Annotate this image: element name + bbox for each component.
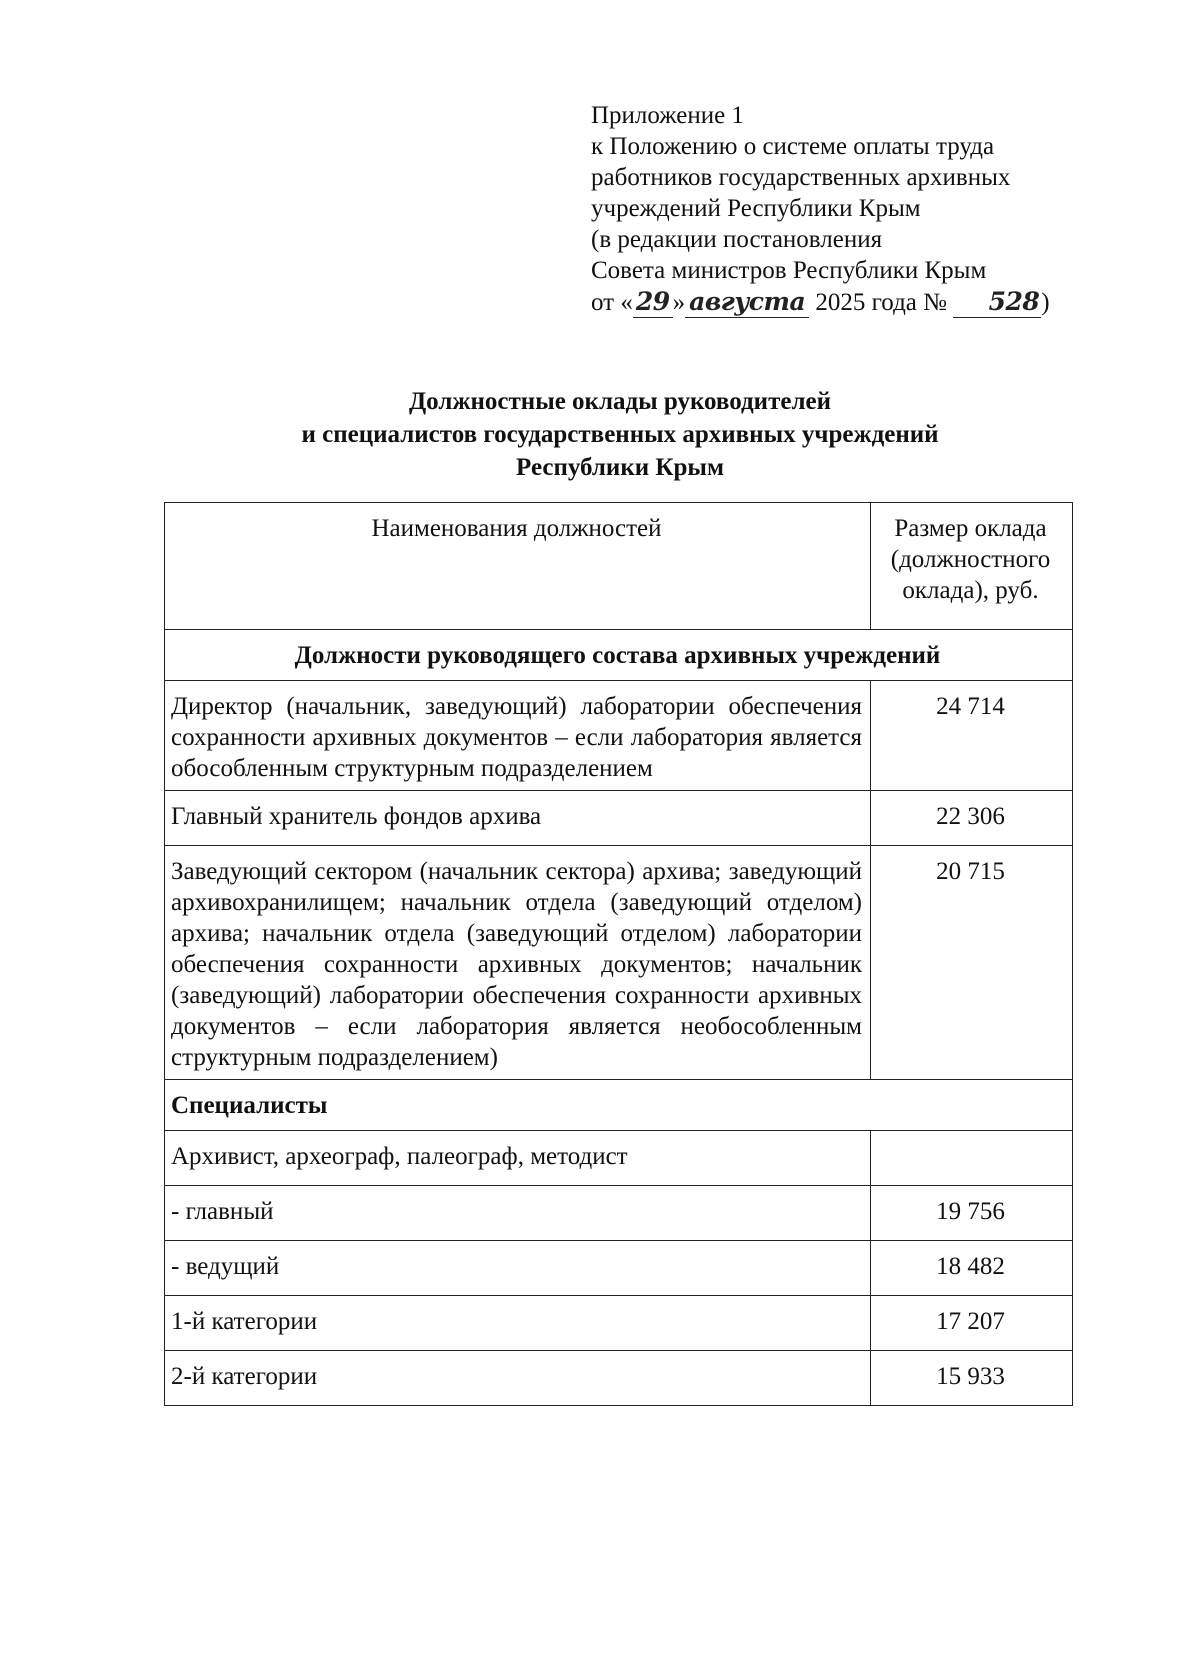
position-name: 1-й категории <box>165 1296 871 1351</box>
position-name: - ведущий <box>165 1241 871 1296</box>
salary-value: 15 933 <box>871 1351 1073 1406</box>
salary-table <box>164 502 1073 1406</box>
date-prefix: от « <box>591 289 633 316</box>
section-title-specialists: Специалисты <box>165 1080 1073 1131</box>
title-line: Республики Крым <box>516 454 724 481</box>
section-row <box>165 630 1073 681</box>
appendix-line: (в редакции постановления <box>591 226 883 253</box>
table-row <box>165 1351 1073 1406</box>
table-row <box>165 791 1073 846</box>
header-salary-size: Размер оклада (должностного оклада), руб. <box>871 503 1073 630</box>
appendix-line: Совета министров Республики Крым <box>591 257 987 284</box>
position-group-title: Архивист, археограф, палеограф, методист <box>165 1131 871 1186</box>
appendix-line: к Положению о системе оплаты труда <box>591 133 995 160</box>
appendix-header <box>591 100 1151 318</box>
salary-value-empty <box>871 1131 1073 1186</box>
handwritten-doc-number: 528 <box>953 286 1041 318</box>
date-mid: » <box>672 289 686 316</box>
table-row <box>165 1241 1073 1296</box>
salary-value: 20 715 <box>871 846 1073 1080</box>
position-name: Главный хранитель фондов архива <box>165 791 871 846</box>
position-name: - главный <box>165 1186 871 1241</box>
resolution-date-line <box>591 286 1151 318</box>
table-header-row <box>165 503 1073 630</box>
table-row <box>165 1131 1073 1186</box>
salary-value: 19 756 <box>871 1186 1073 1241</box>
section-row <box>165 1080 1073 1131</box>
section-title-management: Должности руководящего состава архивных учреждений <box>165 630 1073 681</box>
title-line: Должностные оклады руководителей <box>408 388 831 415</box>
table-row <box>165 846 1073 1080</box>
position-name: Директор (начальник, заведующий) лаборатории обеспечения сохранности архивных документов – если лаборатория является обособленным структурным подразделением <box>165 681 871 791</box>
position-name: Заведующий сектором (начальник сектора) архива; заведующий архивохранилищем; начальник отдела (заведующий отделом) архива; начальник отдела (заведующий отделом) лаборатории обеспечения сохранности архивных документов; начальник (заведующий) лаборатории обеспечения сохранности архивных документов – если лаборатория является необособленным структурным подразделением) <box>165 846 871 1080</box>
table-row <box>165 681 1073 791</box>
table-row <box>165 1186 1073 1241</box>
salary-value: 17 207 <box>871 1296 1073 1351</box>
position-name: 2-й категории <box>165 1351 871 1406</box>
header-position-names: Наименования должностей <box>165 503 871 630</box>
date-year: 2025 года № <box>809 289 954 316</box>
salary-value: 24 714 <box>871 681 1073 791</box>
salary-value: 18 482 <box>871 1241 1073 1296</box>
handwritten-month: августа <box>685 286 809 318</box>
appendix-line: Приложение 1 <box>591 102 744 129</box>
table-row <box>165 1296 1073 1351</box>
date-suffix: ) <box>1041 289 1050 316</box>
appendix-line: учреждений Республики Крым <box>591 195 921 222</box>
handwritten-day: 29 <box>633 286 673 318</box>
appendix-line: работников государственных архивных <box>591 164 1011 191</box>
salary-value: 22 306 <box>871 791 1073 846</box>
document-title <box>160 385 1080 484</box>
title-line: и специалистов государственных архивных учреждений <box>301 421 939 448</box>
